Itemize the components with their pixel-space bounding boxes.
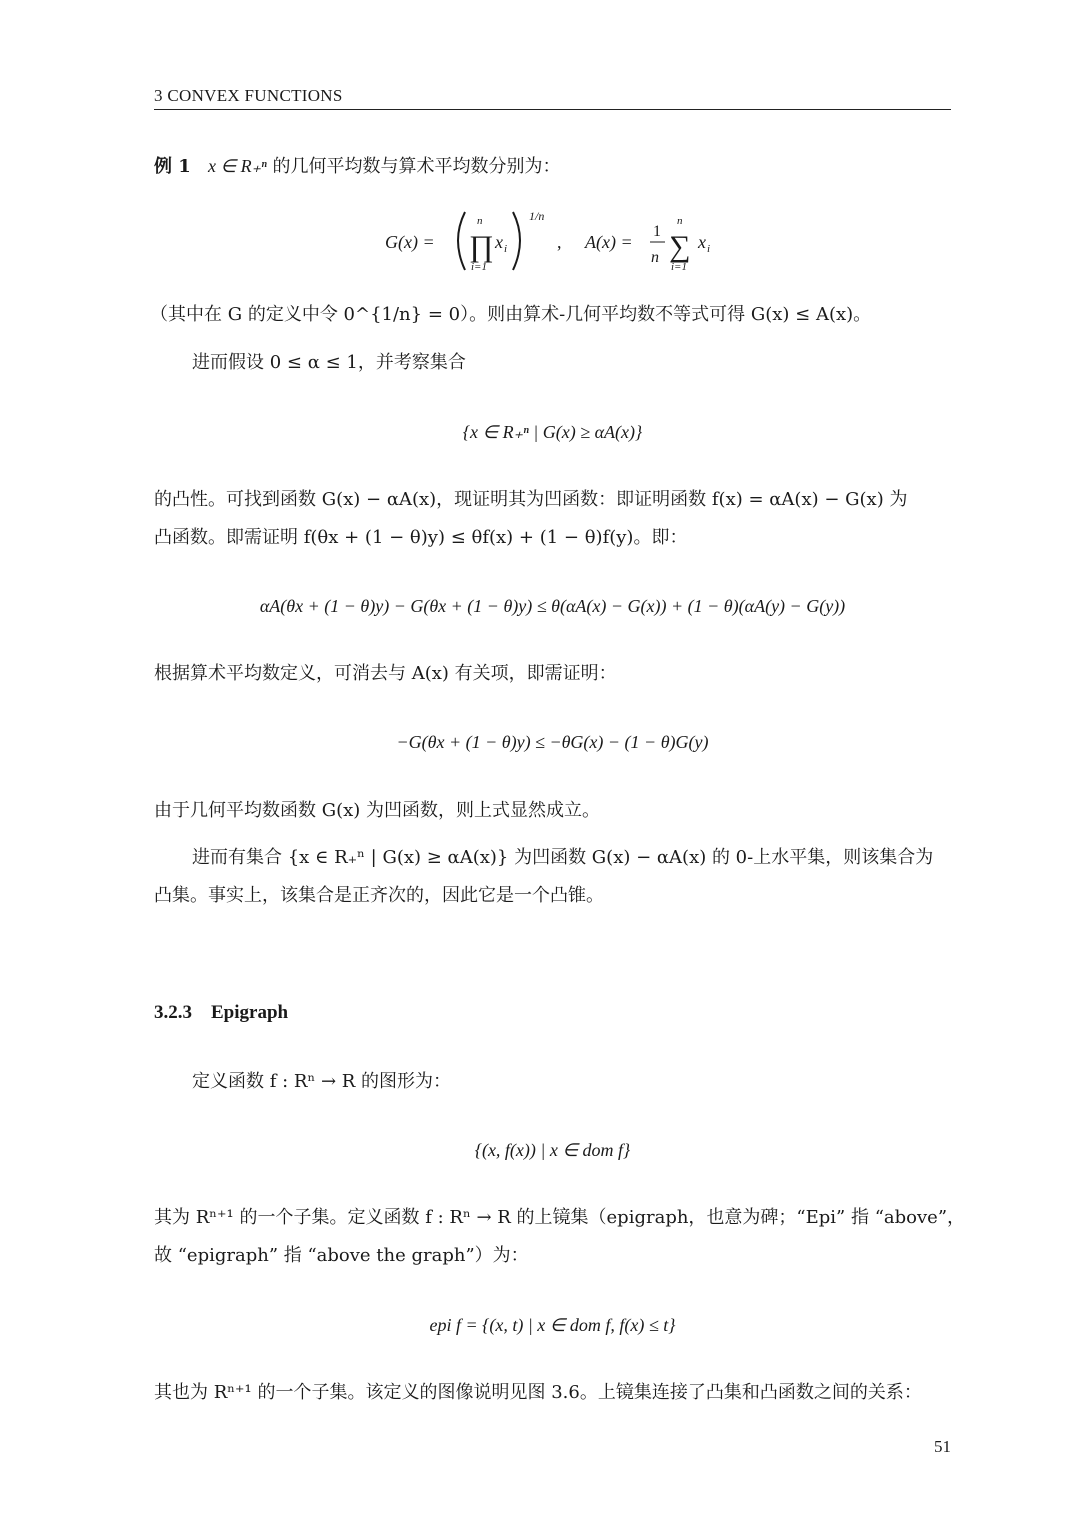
paragraph-p8-line2: 故 “epigraph” 指 “above the graph”）为： [154, 1245, 529, 1266]
running-header: 3 CONVEX FUNCTIONS [154, 86, 343, 105]
paragraph-p4: 根据算术平均数定义，可消去与 A(x) 有关项，即需证明： [154, 663, 617, 684]
header-rule [154, 109, 951, 110]
sum-upper: n [677, 215, 683, 227]
prod-upper: n [477, 215, 483, 227]
right-paren [513, 212, 520, 270]
paragraph-p8-line1: 其为 Rⁿ⁺¹ 的一个子集。定义函数 f : Rⁿ → R 的上镜集（epigraph，也意为碑；“Epi” 指 “above”， [154, 1207, 966, 1228]
paragraph-p1: （其中在 G 的定义中令 0^{1/n} = 0）。则由算术-几何平均数不等式可得 G(x) ≤ A(x)。 [150, 304, 872, 325]
paragraph-p3-line2: 凸函数。即需证明 f(θx + (1 − θ)y) ≤ θf(x) + (1 − θ)f(y)。即： [154, 527, 688, 548]
epi-definition: epi f = {(x, t) | x ∈ dom f, f(x) ≤ t} [429, 1315, 676, 1335]
left-paren [458, 212, 465, 270]
sum-body: x [698, 232, 706, 252]
prod-body: x [495, 232, 503, 252]
sum-lower: i=1 [671, 261, 687, 273]
paragraph-p3-line1: 的凸性。可找到函数 G(x) − αA(x)，现证明其为凹函数：即证明函数 f(x) = αA(x) − G(x) 为 [154, 489, 908, 510]
prod-lower: i=1 [471, 261, 487, 273]
equation-geometric: −G(θx + (1 − θ)y) ≤ −θG(x) − (1 − θ)G(y) [396, 732, 709, 752]
set-definition: {x ∈ R₊ⁿ | G(x) ≥ αA(x)} [462, 422, 643, 442]
graph-set: {(x, f(x)) | x ∈ dom f} [474, 1140, 631, 1160]
sum-sub: i [707, 243, 711, 255]
example-intro [154, 154, 951, 179]
example-label: 例 1 [154, 156, 191, 177]
section-title: Epigraph [211, 1002, 289, 1023]
a-lhs: A(x) = [585, 232, 633, 252]
paragraph-p5: 由于几何平均数函数 G(x) 为凹函数，则上式显然成立。 [154, 800, 601, 821]
paragraph-p9: 其也为 Rⁿ⁺¹ 的一个子集。该定义的图像说明见图 3.6。上镜集连接了凸集和凸函数之间的关系： [154, 1382, 922, 1403]
paragraph-p2: 进而假设 0 ≤ α ≤ 1，并考察集合 [192, 352, 466, 373]
sum-symbol: ∑ [669, 230, 691, 263]
frac-num: 1 [653, 223, 661, 240]
g-lhs: G(x) = [385, 232, 435, 252]
paragraph-p7: 定义函数 f : Rⁿ → R 的图形为： [192, 1071, 452, 1092]
power: 1/n [529, 209, 545, 223]
page-number: 51 [934, 1437, 951, 1456]
paragraph-p6-line2: 凸集。事实上，该集合是正齐次的，因此它是一个凸锥。 [154, 885, 604, 906]
example-domain: x ∈ R₊ⁿ [207, 156, 267, 176]
frac-den: n [651, 249, 659, 266]
prod-sub: i [504, 243, 508, 255]
section-number: 3.2.3 [154, 1002, 192, 1023]
example-intro-text: 的几何平均数与算术平均数分别为： [266, 156, 561, 177]
prod-symbol: ∏ [469, 230, 494, 263]
separator: , [557, 232, 562, 252]
equation-convexity: αA(θx + (1 − θ)y) − G(θx + (1 − θ)y) ≤ θ(αA(x) − G(x)) + (1 − θ)(αA(y) − G(y)) [259, 596, 846, 616]
paragraph-p6-line1: 进而有集合 {x ∈ R₊ⁿ | G(x) ≥ αA(x)} 为凹函数 G(x) − αA(x) 的 0-上水平集，则该集合为 [192, 847, 934, 868]
gm-am-formula [385, 200, 725, 280]
section-heading [154, 1001, 951, 1025]
